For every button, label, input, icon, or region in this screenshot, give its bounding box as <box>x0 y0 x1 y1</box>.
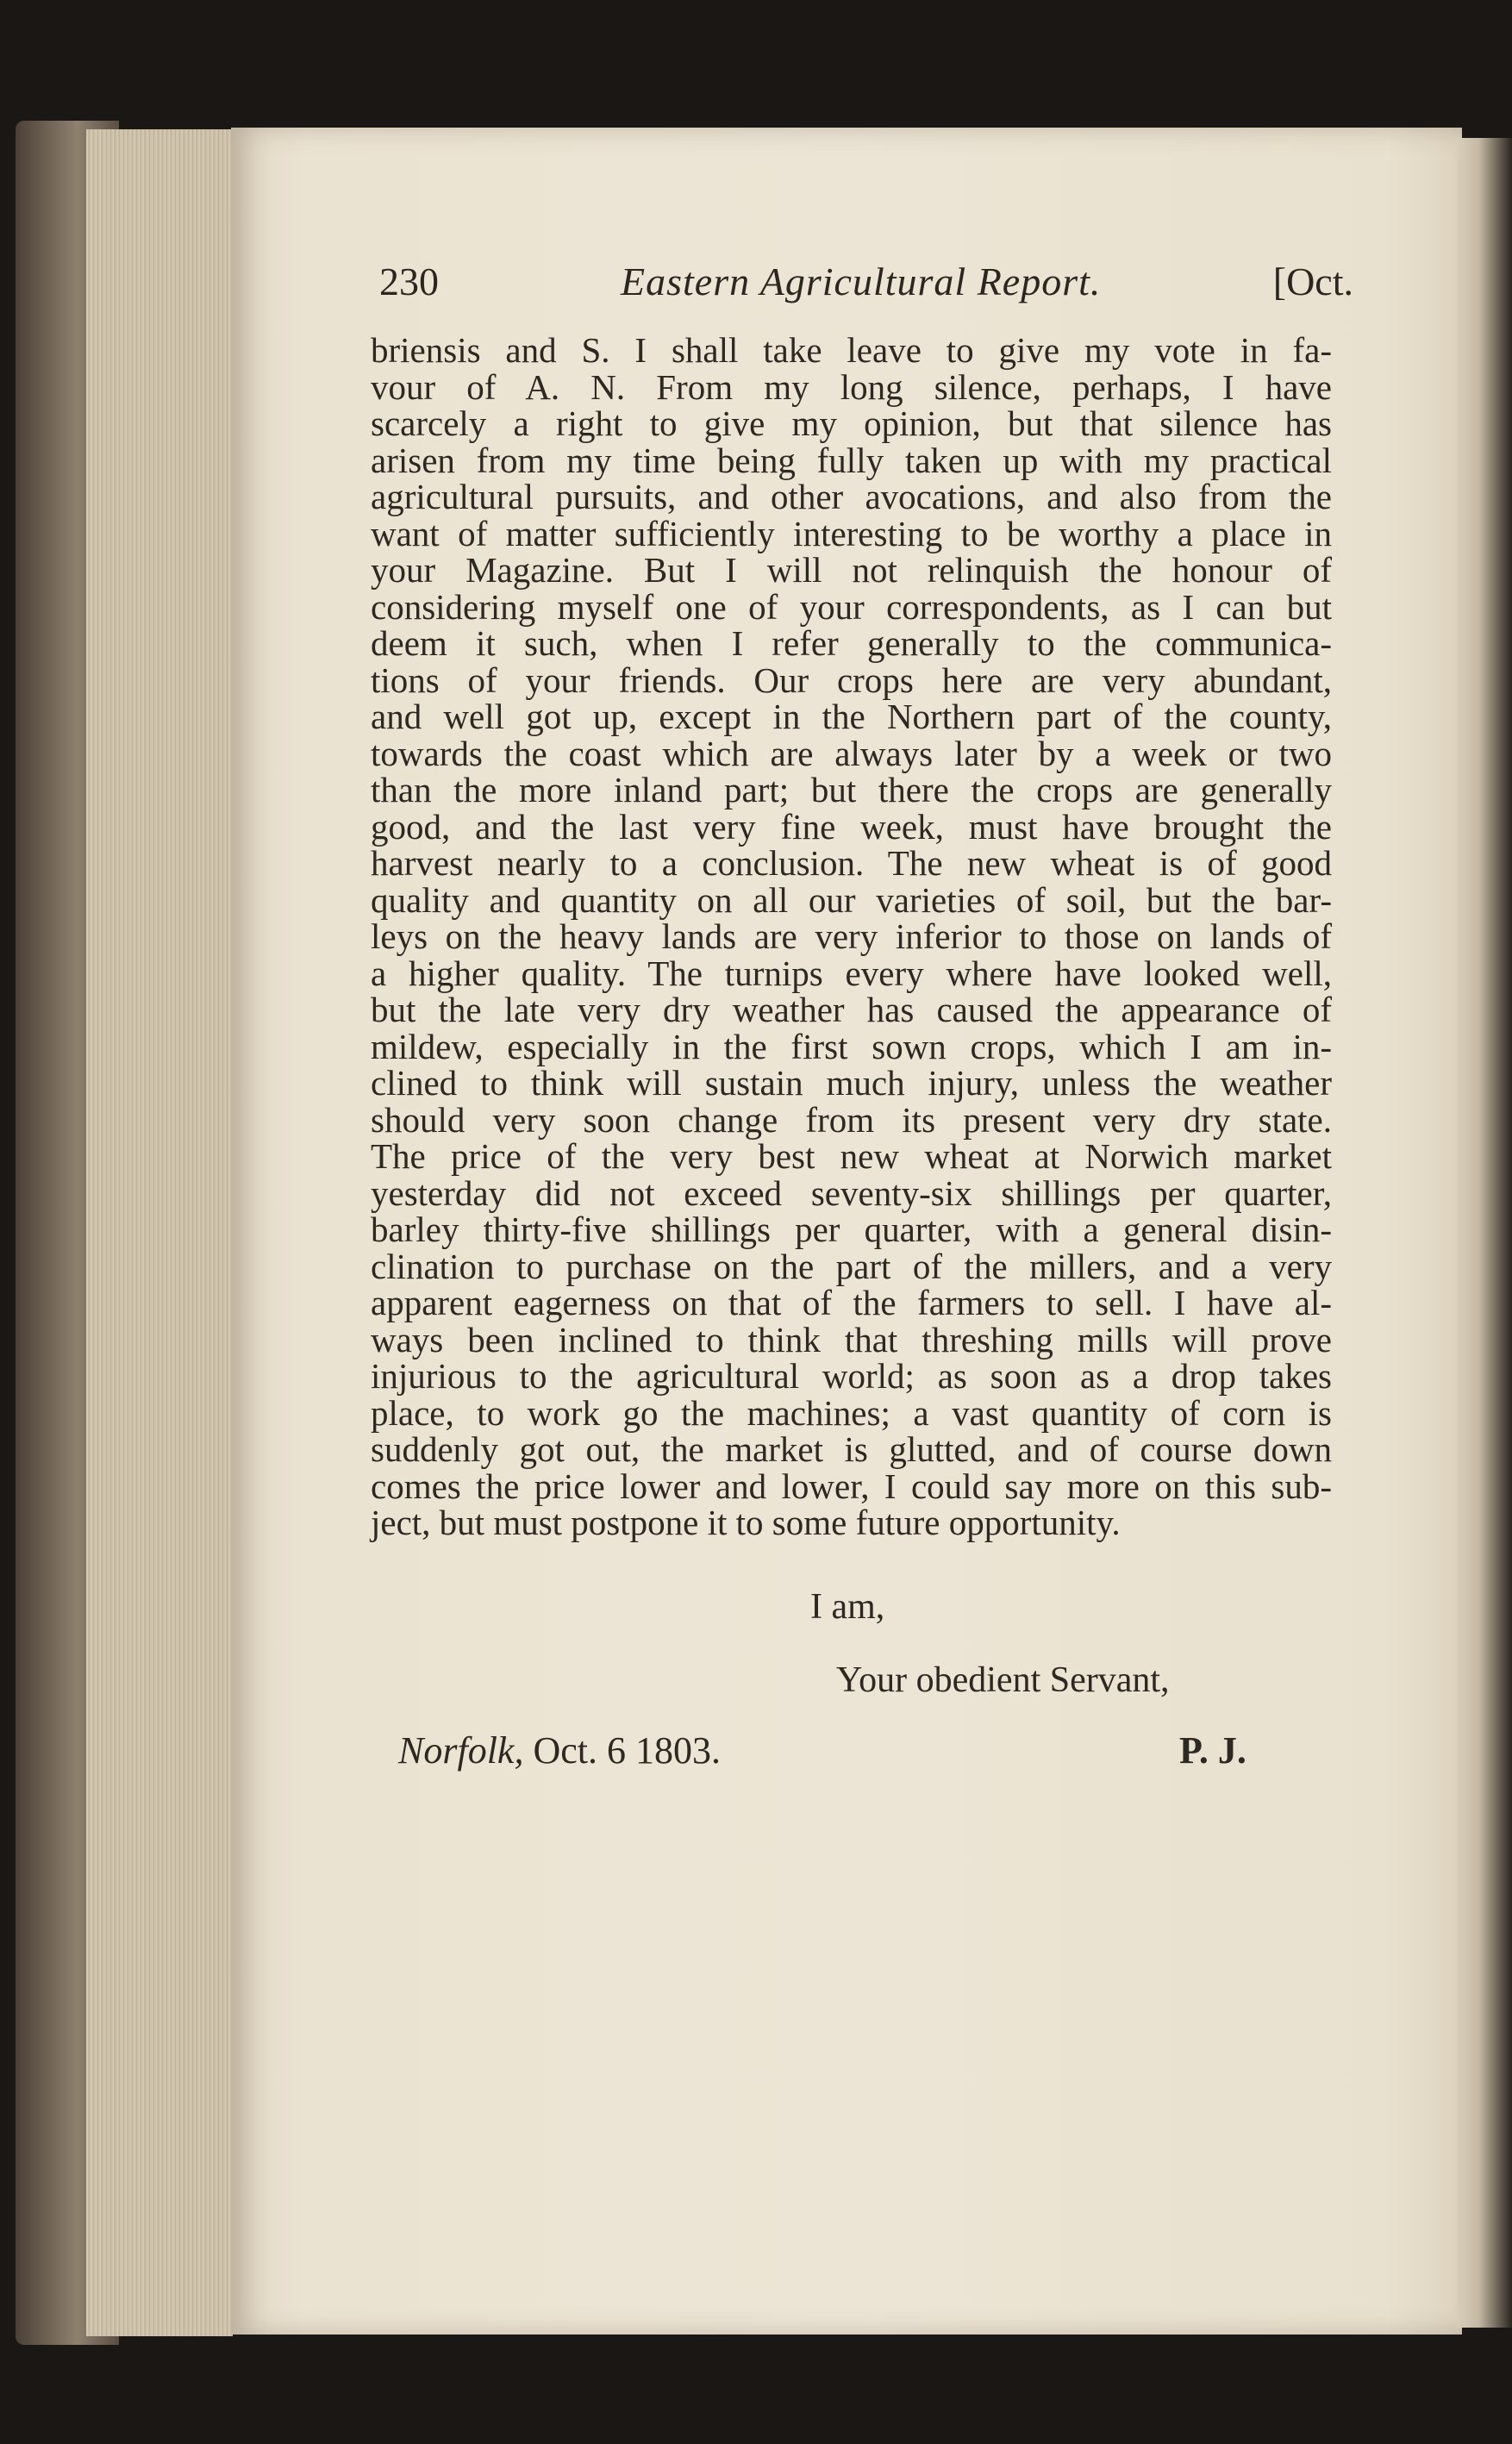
text-line: arisen from my time being fully taken up with my practical <box>371 440 1332 480</box>
text-line: yesterday did not exceed seventy-six shillings per quarter, <box>371 1172 1332 1213</box>
text-line: want of matter sufficiently interesting to be worthy a place in <box>371 513 1332 553</box>
text-line: suddenly got out, the market is glutted, and of course down <box>371 1429 1332 1469</box>
text-line: a higher quality. The turnips every where have looked well, <box>371 953 1332 993</box>
running-title: Eastern Agricultural Report. <box>621 259 1102 303</box>
text-line: leys on the heavy lands are very inferior to those on lands of <box>371 916 1332 956</box>
text-line: clination to purchase on the part of the millers, and a very <box>371 1246 1332 1286</box>
text-line: should very soon change from its present very dry state. <box>371 1099 1332 1140</box>
letter-body <box>371 332 1332 1541</box>
page-number: 230 <box>379 259 439 303</box>
text-line: apparent eagerness on that of the farmers to sell. I have al- <box>371 1283 1332 1322</box>
text-line: towards the coast which are always later by a week or two <box>371 733 1332 773</box>
text-line: barley thirty-five shillings per quarter, with a general disin- <box>371 1209 1332 1249</box>
text-line: agricultural pursuits, and other avocations, and also from the <box>371 477 1332 516</box>
text-line: briensis and S. I shall take leave to give my vote in fa- <box>371 330 1332 370</box>
date: Oct. 6 1803. <box>533 1729 721 1772</box>
text-line: harvest nearly to a conclusion. The new wheat is of good <box>371 843 1332 883</box>
text-line: ject, but must postpone it to some future opportunity. <box>371 1503 1121 1542</box>
text-line: The price of the very best new wheat at Norwich market <box>371 1136 1332 1176</box>
text-line: clined to think will sustain much injury, unless the weather <box>371 1063 1332 1103</box>
closing-salutation: Your obedient Servant, <box>836 1660 1170 1700</box>
text-line: place, to work go the machines; a vast quantity of corn is <box>371 1392 1332 1433</box>
text-line: good, and the last very fine week, must have brought the <box>371 806 1332 847</box>
place: Norfolk, <box>398 1729 524 1772</box>
text-line: tions of your friends. Our crops here are very abundant, <box>371 659 1332 700</box>
place-date <box>398 1728 721 1772</box>
text-line: vour of A. N. From my long silence, perhaps, I have <box>371 366 1332 407</box>
text-line: deem it such, when I refer generally to the communica- <box>371 623 1332 663</box>
page-header <box>379 259 1362 328</box>
text-line: than the more inland part; but there the crops are generally <box>371 770 1332 809</box>
page-stack-edge <box>86 129 233 2336</box>
facing-page-edge <box>1457 138 1512 2328</box>
text-line: your Magazine. But I will not relinquish the honour of <box>371 550 1332 590</box>
text-line: injurious to the agricultural world; as soon as a drop takes <box>371 1356 1332 1396</box>
text-line: ways been inclined to think that threshing mills will prove <box>371 1319 1332 1360</box>
text-line: quality and quantity on all our varieties of soil, but the bar- <box>371 879 1332 920</box>
text-line: scarcely a right to give my opinion, but that silence has <box>371 403 1332 443</box>
running-month: [Oct. <box>1272 259 1353 303</box>
signature: P. J. <box>1179 1729 1246 1772</box>
text-line: comes the price lower and lower, I could say more on this sub- <box>371 1466 1332 1506</box>
text-line: but the late very dry weather has caused the appearance of <box>371 990 1332 1029</box>
text-line: and well got up, except in the Northern part of the county, <box>371 697 1332 736</box>
closing-line: I am, <box>810 1587 885 1627</box>
text-line: mildew, especially in the first sown crops, which I am in- <box>371 1026 1332 1066</box>
text-line: considering myself one of your correspondents, as I can but <box>371 586 1332 627</box>
